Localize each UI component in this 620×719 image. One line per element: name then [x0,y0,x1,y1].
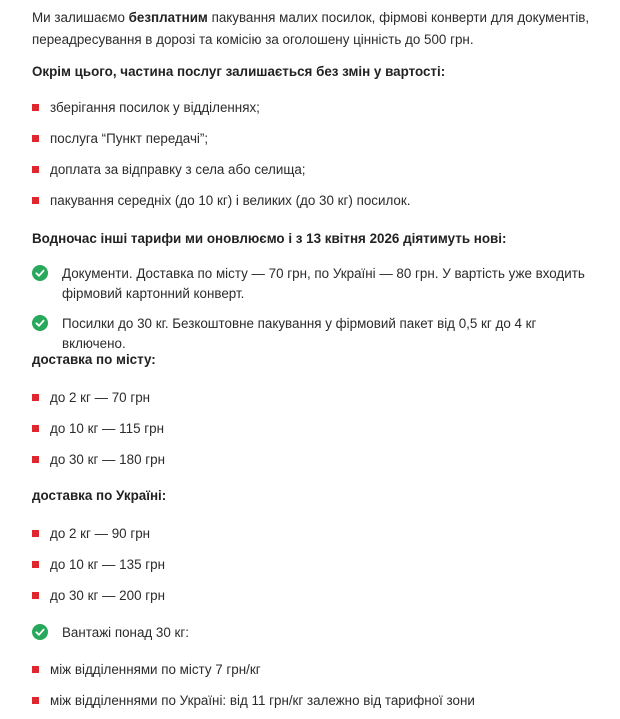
list-item: до 10 кг — 115 грн [32,419,598,439]
bullet-square-icon [32,697,39,704]
check-item-cargo: Вантажі понад 30 кг: [32,623,598,643]
new-tariffs-heading: Водночас інші тарифи ми оновлюємо і з 13 квітня 2026 діятимуть нові: [32,231,507,246]
bullet-square-icon [32,530,39,537]
list-item: до 2 кг — 70 грн [32,388,598,408]
city-delivery-heading: доставка по місту: [32,352,156,367]
list-item: до 10 кг — 135 грн [32,555,598,575]
list-item: між відділеннями по Україні: від 11 грн/кг залежно від тарифної зони [32,691,598,711]
ukraine-delivery-heading: доставка по Україні: [32,488,167,503]
check-circle-icon [32,624,48,640]
bullet-square-icon [32,592,39,599]
unchanged-heading: Окрім цього, частина послуг залишається без змін у вартості: [32,64,446,79]
list-item: до 2 кг — 90 грн [32,524,598,544]
bullet-square-icon [32,104,39,111]
bullet-square-icon [32,166,39,173]
list-item: доплата за відправку з села або селища; [32,160,598,180]
list-item: до 30 кг — 180 грн [32,450,598,470]
list-item: між відділеннями по місту 7 грн/кг [32,660,598,680]
intro-paragraph [32,7,598,51]
check-circle-icon [32,315,48,331]
intro-text-end: пакування малих посилок, фірмові конверти для документів, переадресування в дорозі та комісію за оголошену цінність до 500 грн. [32,10,590,47]
bullet-square-icon [32,456,39,463]
list-item: послуга “Пункт передачі”; [32,129,598,149]
intro-text-start: Ми залишаємо [32,10,129,25]
check-item-parcels: Посилки до 30 кг. Безкоштовне пакування у фірмовий пакет від 0,5 кг до 4 кг включено. [32,314,598,354]
bullet-square-icon [32,394,39,401]
check-circle-icon [32,265,48,281]
bullet-square-icon [32,425,39,432]
bullet-square-icon [32,135,39,142]
list-item: пакування середніх (до 10 кг) і великих (до 30 кг) посилок. [32,191,598,211]
bullet-square-icon [32,197,39,204]
bullet-square-icon [32,666,39,673]
list-item: до 30 кг — 200 грн [32,586,598,606]
check-item-documents: Документи. Доставка по місту — 70 грн, по Україні — 80 грн. У вартість уже входить фірмовий картонний конверт. [32,264,598,304]
intro-bold-text: безплатним [128,10,208,25]
bullet-square-icon [32,561,39,568]
list-item: зберігання посилок у відділеннях; [32,98,598,118]
